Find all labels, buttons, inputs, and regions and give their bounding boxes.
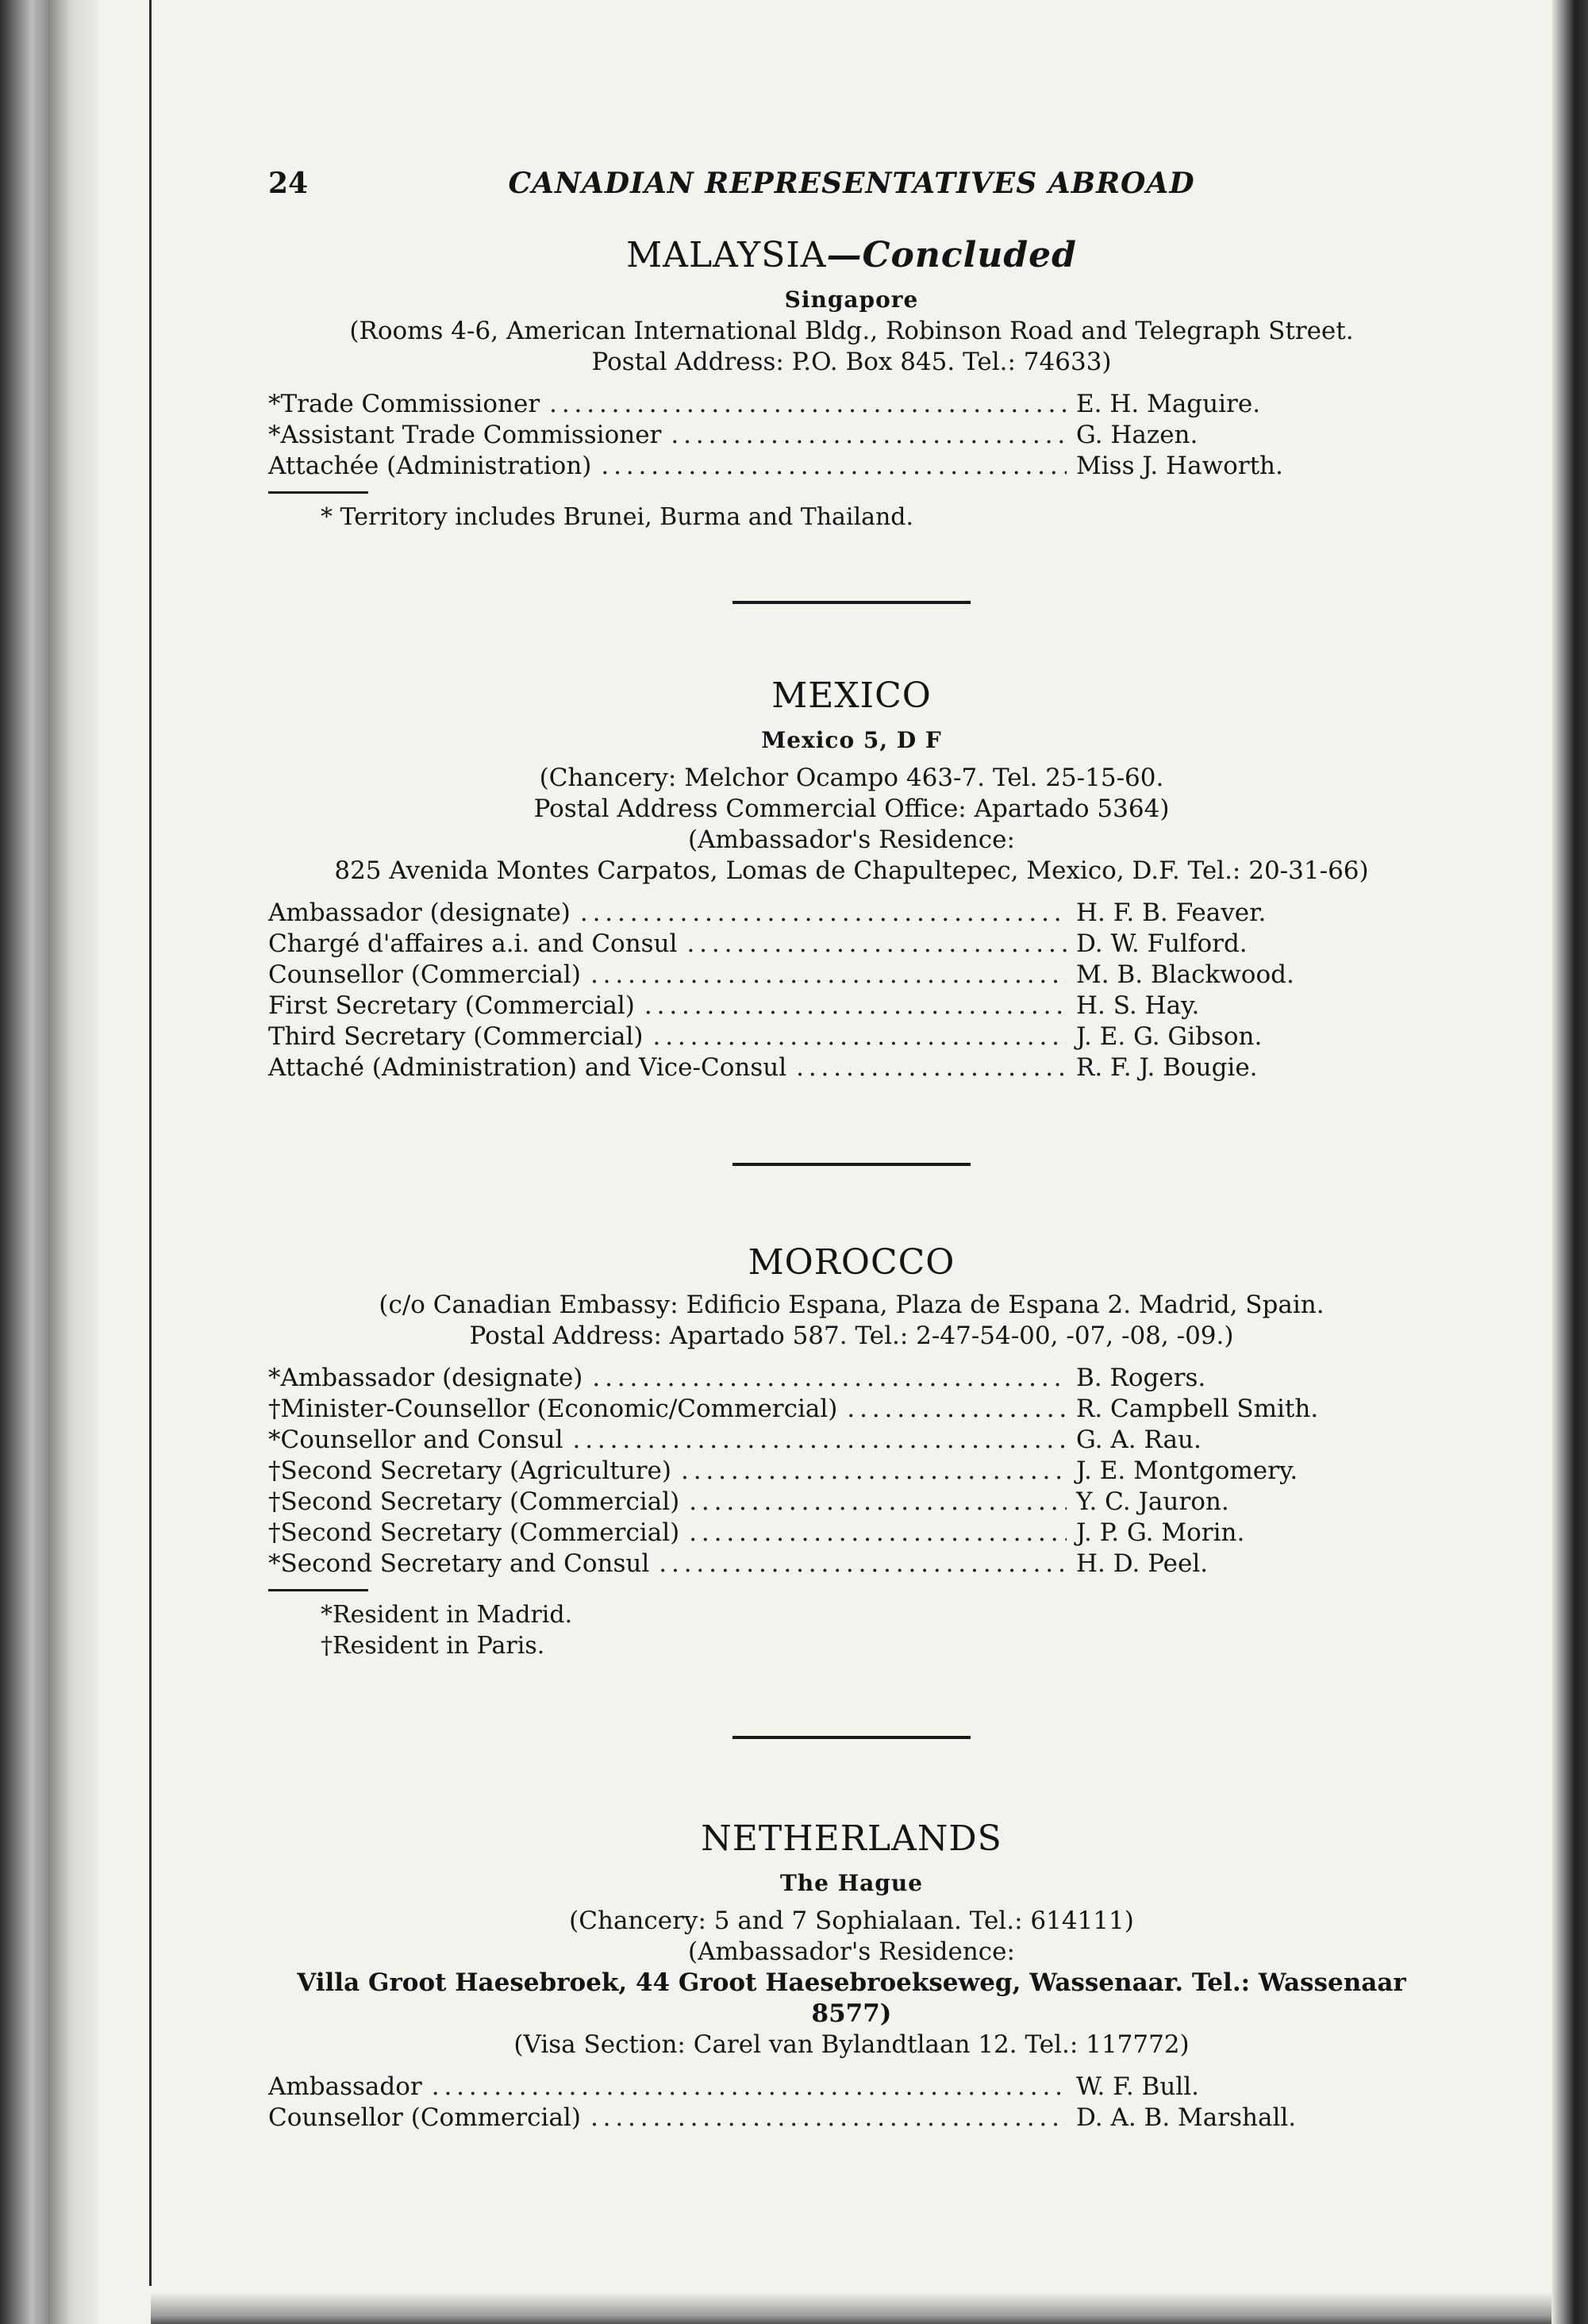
staff-name: H. S. Hay. (1076, 991, 1200, 1020)
staff-list (268, 1363, 1435, 1579)
staff-title: Attachée (Administration) (268, 452, 592, 480)
staff-row (268, 960, 1435, 991)
scan-spine-line (149, 0, 152, 2286)
leader-dots (659, 1549, 1067, 1579)
staff-row (268, 1456, 1435, 1487)
staff-list (268, 389, 1435, 482)
staff-title: Counsellor (Commercial) (268, 960, 581, 989)
section-divider (732, 601, 971, 604)
staff-name: B. Rogers. (1076, 1364, 1206, 1392)
staff-row (268, 1022, 1435, 1052)
footnote: †Resident in Paris. (321, 1632, 545, 1660)
staff-name: W. F. Bull. (1076, 2072, 1199, 2101)
leader-dots (681, 1456, 1067, 1487)
staff-title: First Secretary (Commercial) (268, 991, 635, 1020)
staff-name: D. W. Fulford. (1076, 929, 1248, 958)
city-name: The Hague (779, 1870, 924, 1896)
page-number: 24 (268, 167, 309, 200)
section-morocco (268, 1242, 1435, 1661)
city-name: Mexico 5, D F (761, 727, 942, 753)
continued-label: —Concluded (826, 235, 1077, 275)
staff-row (268, 1425, 1435, 1456)
staff-row (268, 898, 1435, 929)
staff-title: Counsellor (Commercial) (268, 2103, 581, 2132)
staff-name: Y. C. Jauron. (1076, 1487, 1229, 1516)
staff-row (268, 1363, 1435, 1394)
section-netherlands (268, 1818, 1435, 2134)
staff-title: *Trade Commissioner (268, 390, 540, 418)
staff-name: G. A. Rau. (1076, 1426, 1202, 1454)
document-page (268, 167, 1435, 2134)
leader-dots (689, 1487, 1067, 1518)
staff-row (268, 991, 1435, 1022)
country-name: MEXICO (771, 675, 932, 716)
staff-name: G. Hazen. (1076, 421, 1198, 449)
staff-name: M. B. Blackwood. (1076, 960, 1294, 989)
staff-name: J. P. G. Morin. (1076, 1518, 1245, 1547)
staff-name: H. F. B. Feaver. (1076, 898, 1267, 927)
staff-row (268, 1549, 1435, 1579)
section-divider (732, 1163, 971, 1166)
address-line: Postal Address Commercial Office: Apartado 5364) (533, 795, 1170, 823)
staff-row (268, 1487, 1435, 1518)
staff-name: D. A. B. Marshall. (1076, 2103, 1297, 2132)
address-line: (Ambassador's Residence: (688, 825, 1015, 854)
leader-dots (573, 1425, 1067, 1456)
leader-dots (601, 451, 1067, 482)
address-line: Postal Address: Apartado 587. Tel.: 2-47-54-00, -07, -08, -09.) (469, 1322, 1234, 1350)
address-line: (Chancery: 5 and 7 Sophialaan. Tel.: 614111) (569, 1907, 1134, 1935)
address-line: (c/o Canadian Embassy: Edificio Espana, Plaza de Espana 2. Madrid, Spain. (379, 1291, 1325, 1319)
staff-title: †Second Secretary (Commercial) (268, 1487, 680, 1516)
section-title (268, 235, 1435, 276)
staff-row (268, 1518, 1435, 1549)
staff-title: *Counsellor and Consul (268, 1426, 563, 1454)
leader-dots (590, 960, 1067, 991)
staff-row (268, 929, 1435, 960)
staff-name: J. E. Montgomery. (1076, 1456, 1298, 1485)
address-line: (Chancery: Melchor Ocampo 463-7. Tel. 25-15-60. (539, 764, 1164, 792)
running-head: CANADIAN REPRESENTATIVES ABROAD (508, 167, 1195, 200)
country-name: MALAYSIA (626, 235, 827, 275)
staff-name: Miss J. Haworth. (1076, 452, 1283, 480)
scan-binding-edge (0, 0, 99, 2324)
staff-row (268, 420, 1435, 451)
section-mexico (268, 675, 1435, 1083)
leader-dots (432, 2072, 1067, 2103)
staff-name: J. E. G. Gibson. (1076, 1022, 1263, 1051)
staff-row (268, 451, 1435, 482)
address-line: (Visa Section: Carel van Bylandtlaan 12. Tel.: 117772) (513, 2030, 1190, 2059)
country-name: NETHERLANDS (701, 1818, 1002, 1859)
staff-title: †Second Secretary (Agriculture) (268, 1456, 671, 1485)
leader-dots (592, 1363, 1067, 1394)
staff-title: †Minister-Counsellor (Economic/Commercial) (268, 1395, 838, 1423)
leader-dots (590, 2103, 1067, 2134)
staff-name: R. Campbell Smith. (1076, 1395, 1319, 1423)
footnote-rule (268, 1589, 368, 1591)
staff-title: *Second Secretary and Consul (268, 1549, 650, 1578)
footnote-rule (268, 491, 368, 494)
address-line: (Ambassador's Residence: (688, 1937, 1015, 1966)
leader-dots (689, 1518, 1067, 1549)
address-line: Postal Address: P.O. Box 845. Tel.: 74633) (591, 348, 1112, 376)
staff-row (268, 1052, 1435, 1083)
staff-title: Ambassador (designate) (268, 898, 571, 927)
staff-name: H. D. Peel. (1076, 1549, 1209, 1578)
address-line: (Rooms 4-6, American International Bldg., Robinson Road and Telegraph Street. (349, 317, 1354, 345)
page-header (268, 167, 1435, 211)
leader-dots (580, 898, 1067, 929)
staff-title: *Assistant Trade Commissioner (268, 421, 662, 449)
scan-bottom-edge (151, 2292, 1551, 2324)
footnote: * Territory includes Brunei, Burma and Thailand. (321, 503, 914, 531)
leader-dots (686, 929, 1067, 960)
address-line: 825 Avenida Montes Carpatos, Lomas de Chapultepec, Mexico, D.F. Tel.: 20-31-66) (334, 856, 1369, 885)
staff-row (268, 389, 1435, 420)
leader-dots (796, 1052, 1067, 1083)
footnote: *Resident in Madrid. (321, 1601, 573, 1629)
leader-dots (671, 420, 1067, 451)
country-name: MOROCCO (748, 1242, 955, 1283)
staff-title: Chargé d'affaires a.i. and Consul (268, 929, 678, 958)
staff-title: *Ambassador (designate) (268, 1364, 583, 1392)
section-malaysia (268, 235, 1435, 533)
staff-name: R. F. J. Bougie. (1076, 1053, 1258, 1082)
staff-title: Attaché (Administration) and Vice-Consul (268, 1053, 787, 1082)
staff-row (268, 2072, 1435, 2103)
scan-right-edge (1551, 0, 1588, 2324)
leader-dots (549, 389, 1067, 420)
leader-dots (653, 1022, 1067, 1052)
staff-title: Third Secretary (Commercial) (268, 1022, 644, 1051)
staff-name: E. H. Maguire. (1076, 390, 1261, 418)
staff-title: Ambassador (268, 2072, 422, 2101)
staff-row (268, 1394, 1435, 1425)
leader-dots (847, 1394, 1067, 1425)
staff-row (268, 2103, 1435, 2134)
staff-list (268, 2072, 1435, 2134)
leader-dots (644, 991, 1067, 1022)
city-name: Singapore (784, 287, 919, 313)
address-line: Villa Groot Haesebroek, 44 Groot Haesebroekseweg, Wassenaar. Tel.: Wassenaar 8577) (297, 1968, 1406, 2028)
staff-list (268, 898, 1435, 1083)
staff-title: †Second Secretary (Commercial) (268, 1518, 680, 1547)
section-divider (732, 1736, 971, 1739)
